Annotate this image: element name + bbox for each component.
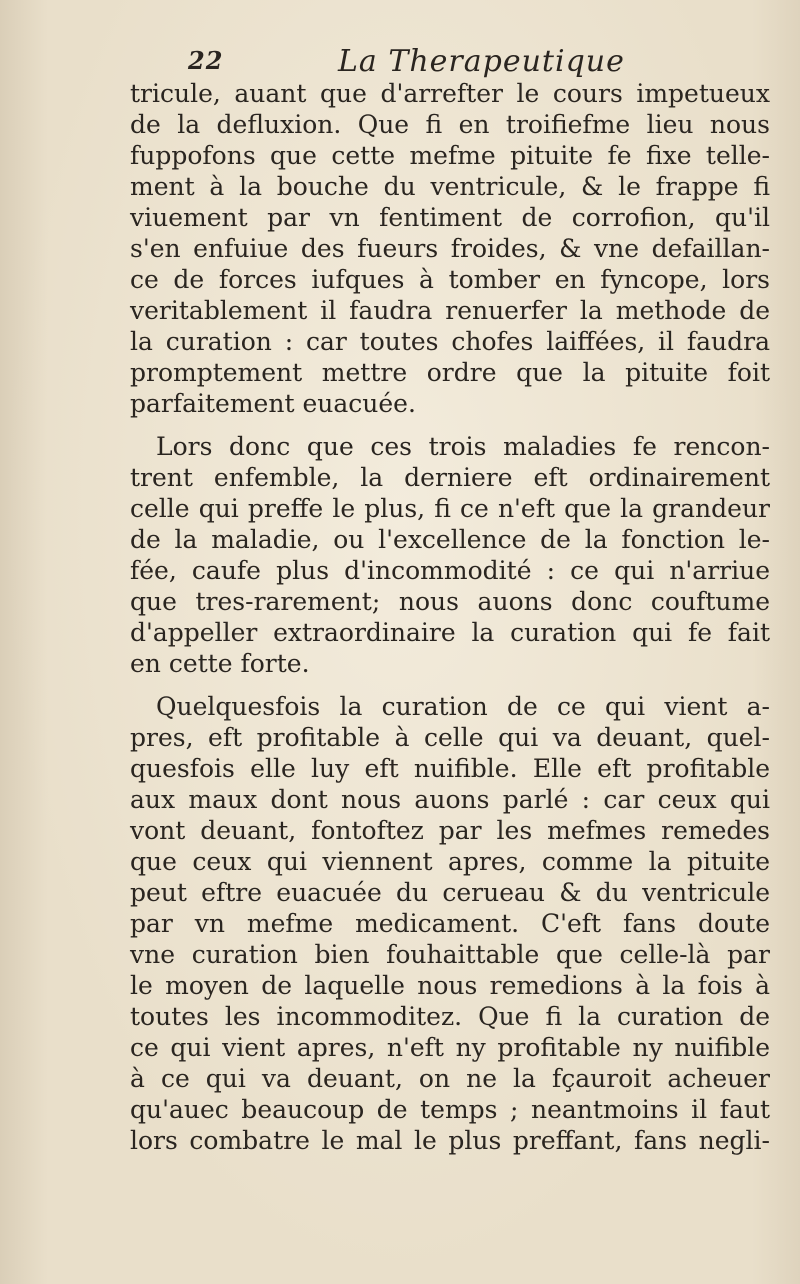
text-line: de la maladie, ou l'excellence de la fonction le- — [130, 525, 770, 554]
paragraph-gap — [130, 679, 770, 691]
text-line: de la defluxion. Que fi en troifiefme lieu nous — [130, 110, 770, 139]
text-line: parfaitement euacuée. — [130, 389, 416, 418]
text-line: aux maux dont nous auons parlé : car ceux qui — [130, 785, 770, 814]
text-line: vont deuant, fontoftez par les mefmes remedes — [130, 816, 770, 845]
text-line: d'appeller extraordinaire la curation qui fe fait — [130, 618, 770, 647]
text-line: par vn mefme medicament. C'eft fans doute — [130, 909, 770, 938]
text-line: s'en enfuiue des fueurs froides, & vne defaillan- — [130, 234, 770, 263]
paragraph — [130, 691, 770, 1156]
page-number: 22 — [188, 46, 224, 75]
text-line: trent enfemble, la derniere eft ordinairement — [130, 463, 770, 492]
text-line: celle qui preffe le plus, fi ce n'eft que la grandeur — [130, 494, 770, 523]
text-line: peut eftre euacuée du cerueau & du ventricule — [130, 878, 770, 907]
text-line: fuppofons que cette mefme pituite fe fixe telle- — [130, 141, 770, 170]
text-line: que tres-rarement; nous auons donc couftume — [130, 587, 770, 616]
text-line: viuement par vn fentiment de corrofion, qu'il — [130, 203, 770, 232]
text-line: fée, caufe plus d'incommodité : ce qui n'arriue — [130, 556, 770, 585]
text-line: en cette forte. — [130, 649, 310, 678]
text-line: vne curation bien fouhaittable que celle-là par — [130, 940, 770, 969]
paragraph-gap — [130, 419, 770, 431]
text-line: toutes les incommoditez. Que fi la curation de — [130, 1002, 770, 1031]
paragraph — [130, 431, 770, 679]
text-line: ment à la bouche du ventricule, & le frappe fi — [130, 172, 770, 201]
text-line: le moyen de laquelle nous remedions à la fois à — [130, 971, 770, 1000]
text-line: tricule, auant que d'arrefter le cours impetueux — [130, 79, 770, 108]
paragraph — [130, 78, 770, 419]
text-line: ce de forces iufques à tomber en fyncope, lors — [130, 265, 770, 294]
text-line: à ce qui va deuant, on ne la fçauroit acheuer — [130, 1064, 770, 1093]
text-line: que ceux qui viennent apres, comme la pituite — [130, 847, 770, 876]
text-line: Quelquesfois la curation de ce qui vient a- — [156, 692, 770, 721]
text-line: la curation : car toutes chofes laiffées, il faudra — [130, 327, 770, 356]
text-line: Lors donc que ces trois maladies fe rencon- — [156, 432, 770, 461]
text-line: veritablement il faudra renuerfer la methode de — [130, 296, 770, 325]
text-line: pres, eft profitable à celle qui va deuant, quel- — [130, 723, 770, 752]
text-line: ce qui vient apres, n'eft ny profitable ny nuifible — [130, 1033, 770, 1062]
text-line: qu'auec beaucoup de temps ; neantmoins il faut — [130, 1095, 770, 1124]
running-title: La Therapeutique — [338, 44, 625, 79]
text-line: lors combatre le mal le plus preffant, fans negli- — [130, 1126, 770, 1155]
body-text — [130, 78, 770, 1156]
text-line: quesfois elle luy eft nuifible. Elle eft profitable — [130, 754, 770, 783]
text-line: promptement mettre ordre que la pituite foit — [130, 358, 770, 387]
